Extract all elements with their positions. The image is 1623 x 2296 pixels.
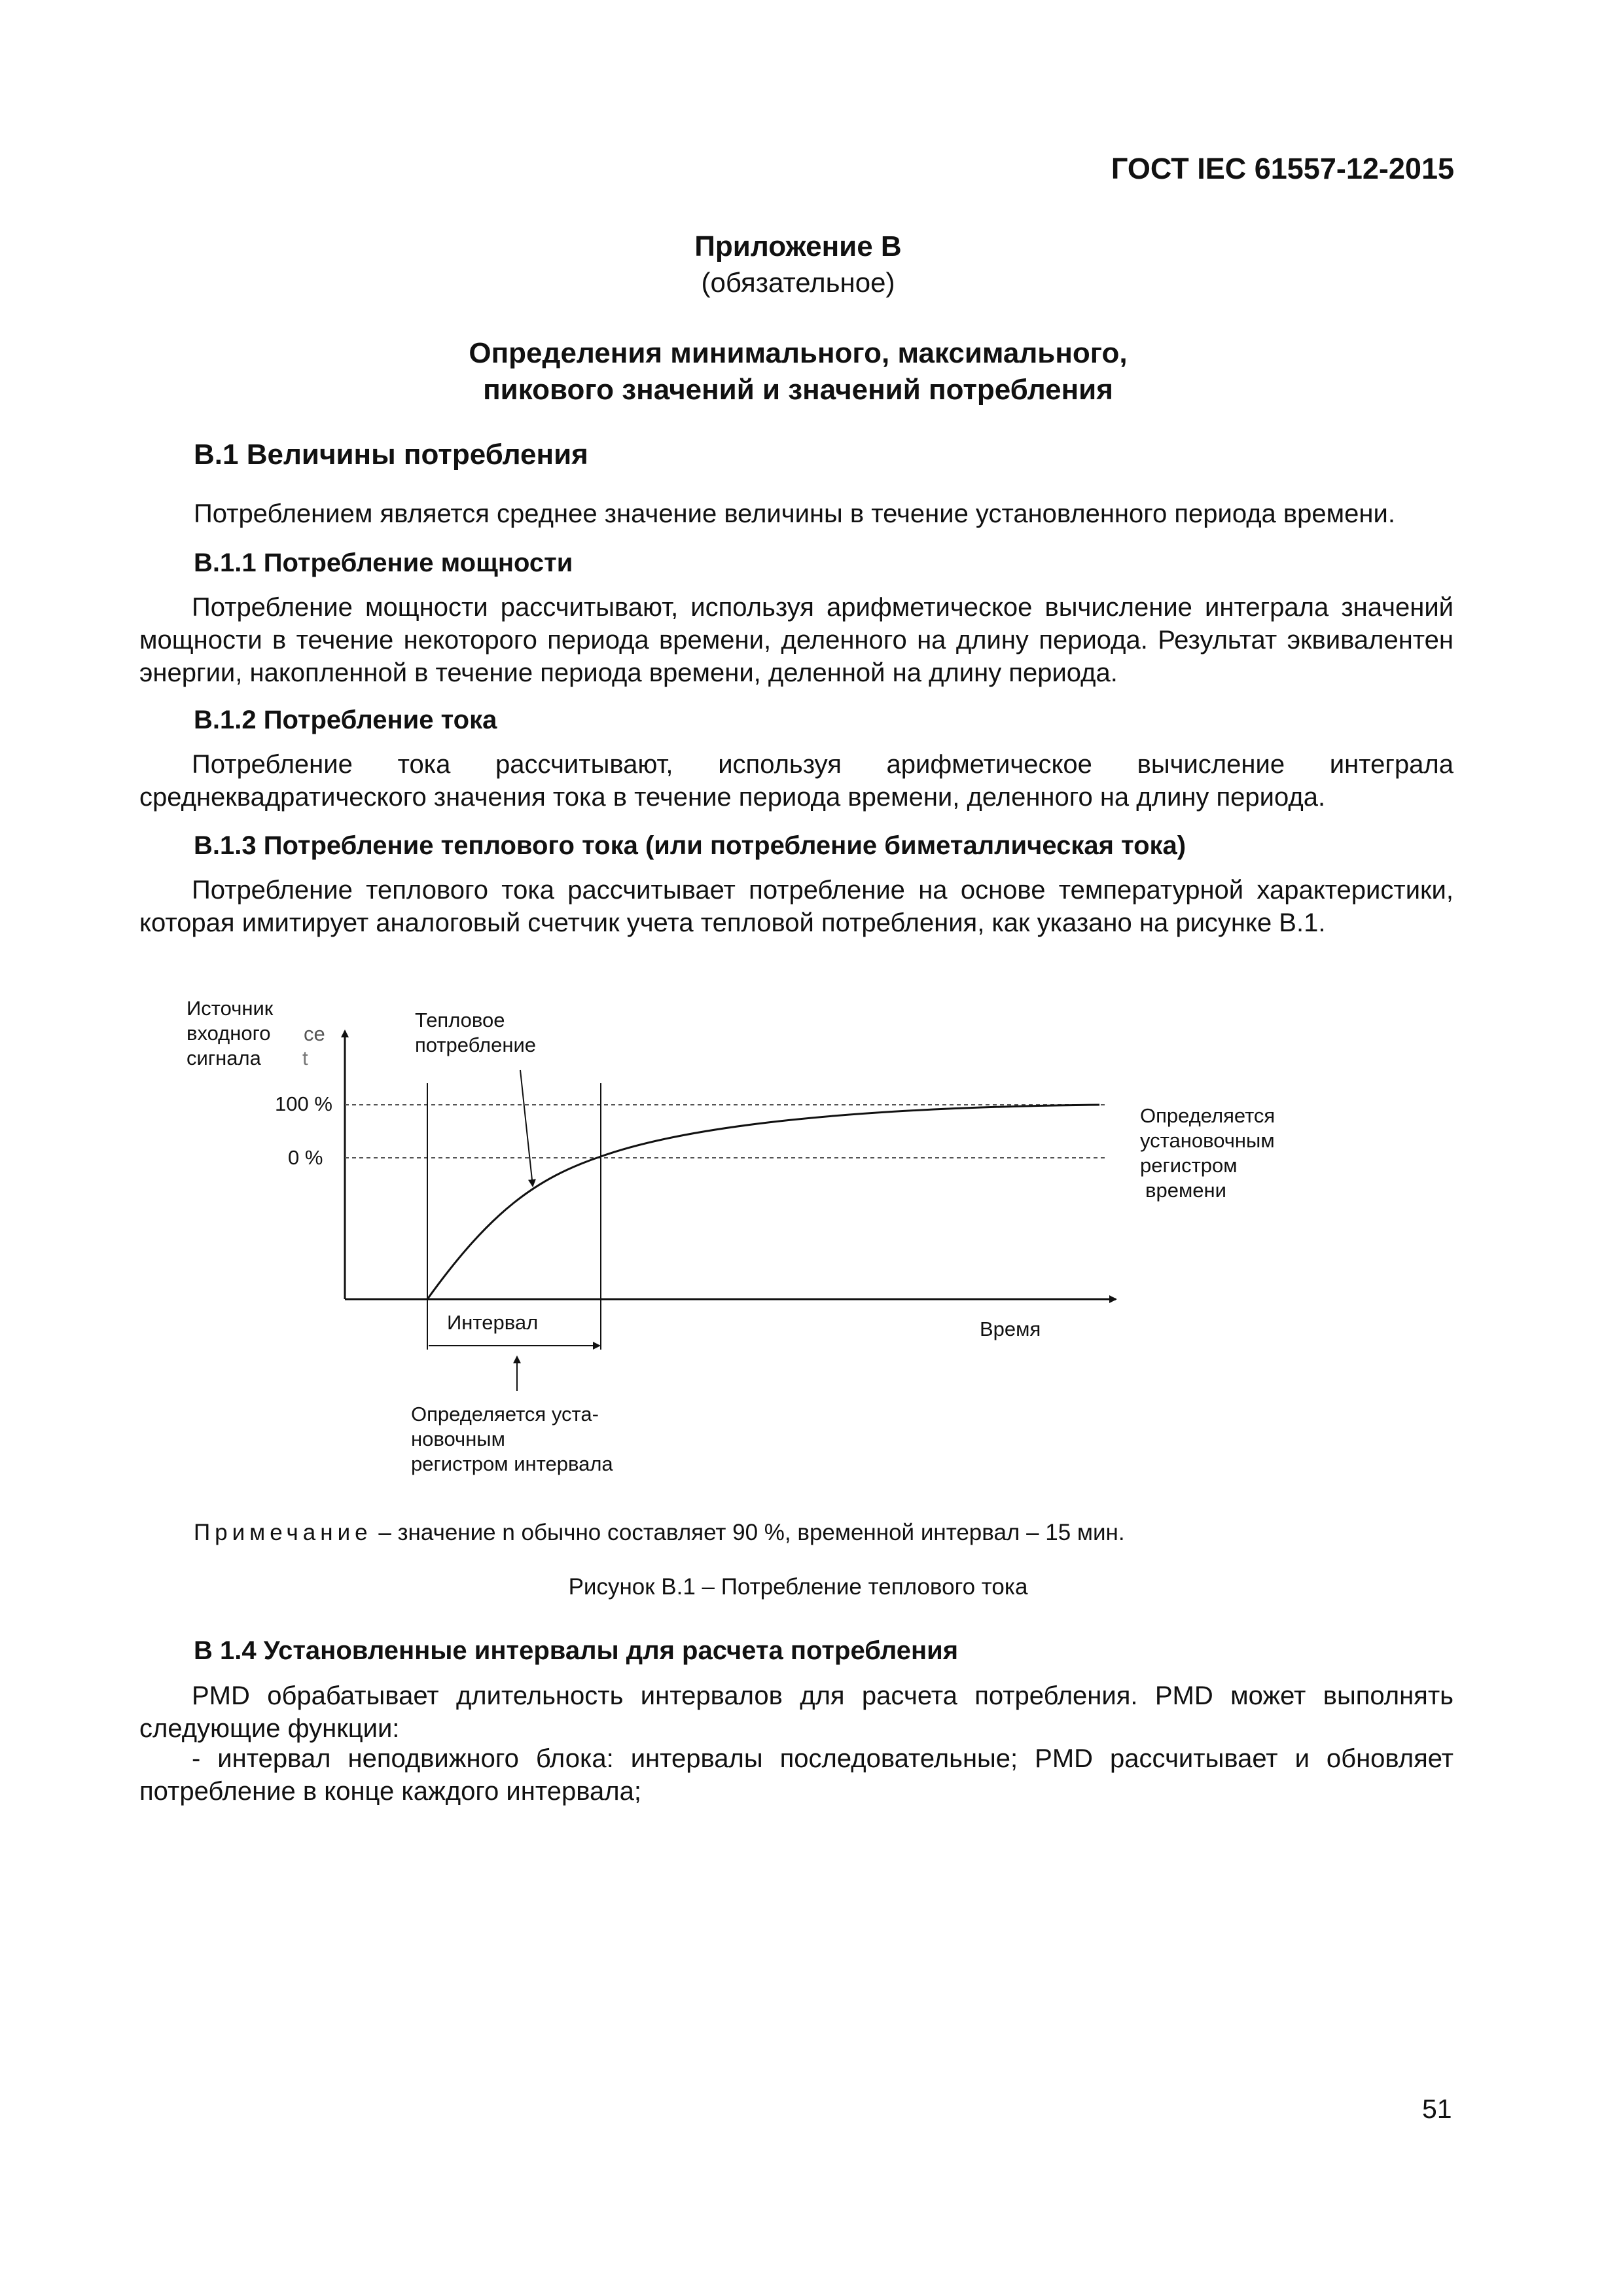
section-b14-heading: В 1.4 Установленные интервалы для расчета потребления (194, 1636, 959, 1665)
interval-register-label (411, 1402, 613, 1477)
y-axis-label-line2: входного (187, 1022, 271, 1045)
curve-label-line1: Тепловое (415, 1009, 505, 1031)
time-register-label (1140, 1103, 1275, 1203)
time-register-label-line3: регистром (1140, 1154, 1238, 1177)
section-b11-text: Потребление мощности рассчитывают, используя арифметическое вычисление интеграла значений мощности в течение некоторого периода времени, деленного на длину периода. Результат эквивалентен энергии, накопленной в течение периода времени, деленной на длину периода. (139, 593, 1454, 687)
time-register-label-line2: установочным (1140, 1129, 1275, 1152)
curve-label-arrow (520, 1070, 533, 1186)
interval-register-label-line1: Определяется уста- (411, 1403, 599, 1426)
y-axis-label-fragment1: ce (304, 1022, 325, 1045)
tick-100-label: 100 % (275, 1092, 332, 1115)
tick-0-label: 0 % (288, 1146, 323, 1169)
x-axis-label: Время (980, 1318, 1041, 1340)
section-b1-text: Потреблением является среднее значение величины в течение установленного периода времени. (194, 499, 1395, 528)
main-title-line1: Определения минимального, максимального, (469, 337, 1128, 369)
figure-note (194, 1520, 1125, 1546)
section-b13-text: Потребление теплового тока рассчитывает потребление на основе температурной характеристики, которая имитирует аналоговый счетчик учета тепловой потребления, как указано на рисунке В.1. (139, 876, 1454, 937)
time-register-label-line4: времени (1145, 1179, 1226, 1202)
note-prefix: Примечание (194, 1520, 372, 1545)
interval-register-label-line3: регистром интервала (411, 1452, 613, 1475)
y-axis-label-fragment2: t (302, 1047, 308, 1069)
interval-register-label-line2: новочным (411, 1427, 505, 1450)
section-b12-heading: В.1.2 Потребление тока (194, 706, 497, 734)
section-b14-text2: - интервал неподвижного блока: интервалы последовательные; PMD рассчитывает и обновляет потребление в конце каждого интервала; (139, 1744, 1454, 1806)
thermal-curve (427, 1105, 1099, 1299)
y-axis-label (187, 996, 273, 1071)
y-axis-label-line3: сигнала (187, 1047, 261, 1069)
curve-label (415, 1008, 536, 1058)
time-register-label-line1: Определяется (1140, 1104, 1275, 1127)
main-title-line2: пикового значений и значений потребления (483, 374, 1113, 406)
appendix-title: Приложение В (694, 230, 902, 262)
curve-label-line2: потребление (415, 1033, 537, 1056)
section-b14-text1: PMD обрабатывает длительность интервалов для расчета потребления. PMD может выполнять следующие функции: (139, 1681, 1454, 1743)
note-text: – значение n обычно составляет 90 %, временной интервал – 15 мин. (372, 1520, 1125, 1545)
interval-label: Интервал (447, 1311, 539, 1334)
document-code: ГОСТ IEC 61557-12-2015 (1111, 152, 1454, 185)
page-number: 51 (1422, 2094, 1452, 2124)
section-b1-heading: В.1 Величины потребления (194, 439, 588, 471)
section-b11-heading: В.1.1 Потребление мощности (194, 548, 573, 577)
appendix-subtitle: (обязательное) (701, 267, 895, 298)
figure-caption: Рисунок В.1 – Потребление теплового тока (568, 1574, 1028, 1600)
section-b12-text: Потребление тока рассчитывают, используя арифметическое вычисление интеграла среднеквадратического значения тока в течение периода времени, деленного на длину периода. (139, 750, 1454, 812)
section-b13-heading: В.1.3 Потребление теплового тока (или потребление биметаллическая тока) (194, 831, 1186, 860)
y-axis-label-line1: Источник (187, 997, 274, 1020)
